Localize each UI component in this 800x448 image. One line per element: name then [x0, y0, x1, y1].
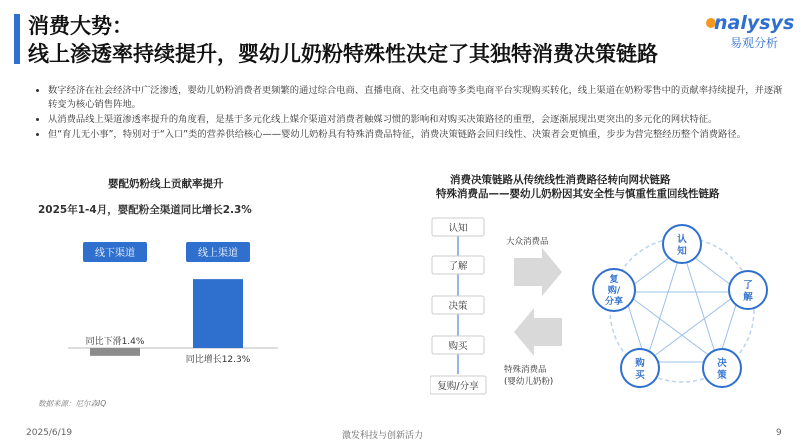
linear-step-label: 了解 — [448, 261, 468, 272]
linear-step-label: 认知 — [448, 223, 468, 234]
data-label-online: 同比增长12.3% — [185, 355, 251, 365]
logo-text-en: nalysys — [714, 12, 795, 34]
network-node-label-part: 购 — [635, 358, 645, 369]
linear-step — [432, 256, 484, 274]
network-node-label-part: 复 — [609, 275, 619, 285]
right-panel-title-1: 消费决策链路从传统线性消费路径转向网状链路 — [450, 174, 671, 186]
linear-step — [432, 336, 484, 354]
linear-step — [432, 218, 484, 236]
network-node-label-part: 买 — [635, 370, 645, 381]
bullet-item: • 数字经济在社会经济中广泛渗透，婴幼儿奶粉消费者更频繁的通过综合电商、直播电商、社交电商等多类电商平台实现购买转化，线上渠道在奶粉零售中的贡献率持续提升，并逐渐转变为核心销售阵地。 — [48, 84, 784, 112]
linear-step — [432, 296, 484, 314]
data-label-offline: 同比下滑1.4% — [85, 337, 145, 347]
analysys-logo — [704, 12, 795, 52]
decision-chain-diagram — [430, 214, 780, 404]
network-node-label-part: 策 — [717, 370, 727, 381]
left-panel-note: 2025年1-4月，婴配粉全渠道同比增长2.3% — [38, 204, 252, 216]
linear-step-label: 复购/分享 — [437, 381, 479, 392]
network-node-label-part: 解 — [743, 292, 753, 303]
special-consumer-label: 特殊消费品 — [504, 365, 547, 375]
linear-step — [430, 376, 486, 394]
network-node-understand — [729, 271, 767, 309]
linear-step-label: 决策 — [448, 301, 468, 312]
page-title-line2: 线上渗透率持续提升，婴幼儿奶粉特殊性决定了其独特消费决策链路 — [28, 42, 658, 66]
network-node-label-part: 了 — [743, 280, 753, 291]
arrow-right-icon — [514, 248, 562, 296]
category-label-online: 线上渠道 — [198, 248, 238, 259]
network-node-label-part: 知 — [677, 246, 687, 257]
channel-bar-chart — [38, 238, 298, 398]
mass-consumer-label: 大众消费品 — [506, 237, 549, 247]
network-star — [624, 248, 740, 362]
footer-slogan: 激发科技与创新活力 — [342, 431, 424, 441]
category-label-offline: 线下渠道 — [95, 248, 135, 259]
footer-date: 2025/6/19 — [26, 428, 73, 438]
network-node-label-part: 决 — [717, 358, 727, 369]
bullet-list — [36, 84, 784, 143]
bullet-item: • 但“育儿无小事”，特别对于“入口”类的营养供给核心——婴幼儿奶粉具有特殊消费品特征，消费决策链路会回归线性、决策者会更慎重，步步为营完整经历整个消费路径。 — [48, 128, 784, 142]
network-node-repurchase — [593, 269, 635, 311]
network-node-awareness — [663, 225, 701, 263]
page-number: 9 — [776, 428, 782, 438]
right-panel-title-2: 特殊消费品——婴幼儿奶粉因其安全性与慎重性重回线性链路 — [436, 188, 720, 200]
special-consumer-label-sub: (婴幼儿奶粉) — [504, 377, 554, 387]
bar-offline — [90, 348, 140, 356]
logo-text-cn: 易观分析 — [730, 36, 779, 50]
network-node-label-part: 购/ — [607, 286, 621, 296]
network-node-label-part: 分享 — [604, 297, 624, 307]
page-title-line1: 消费大势： — [28, 14, 133, 38]
bullet-item: • 从消费品线上渠道渗透率提升的角度看，是基于多元化线上媒介渠道对消费者触媒习惯的影响和对购买决策路径的重塑，会逐渐展现出更突出的多元化的网状特征。 — [48, 113, 784, 127]
data-source: 数据来源：尼尔森IQ — [38, 399, 107, 408]
bar-online — [193, 279, 243, 348]
linear-step-label: 购买 — [448, 341, 468, 352]
network-node-decision — [703, 349, 741, 387]
network-node-purchase — [621, 349, 659, 387]
arrow-left-icon — [514, 308, 562, 356]
network-node-label-part: 认 — [677, 234, 687, 245]
left-panel-title: 婴配奶粉线上贡献率提升 — [108, 178, 224, 190]
title-accent-bar — [14, 14, 20, 64]
